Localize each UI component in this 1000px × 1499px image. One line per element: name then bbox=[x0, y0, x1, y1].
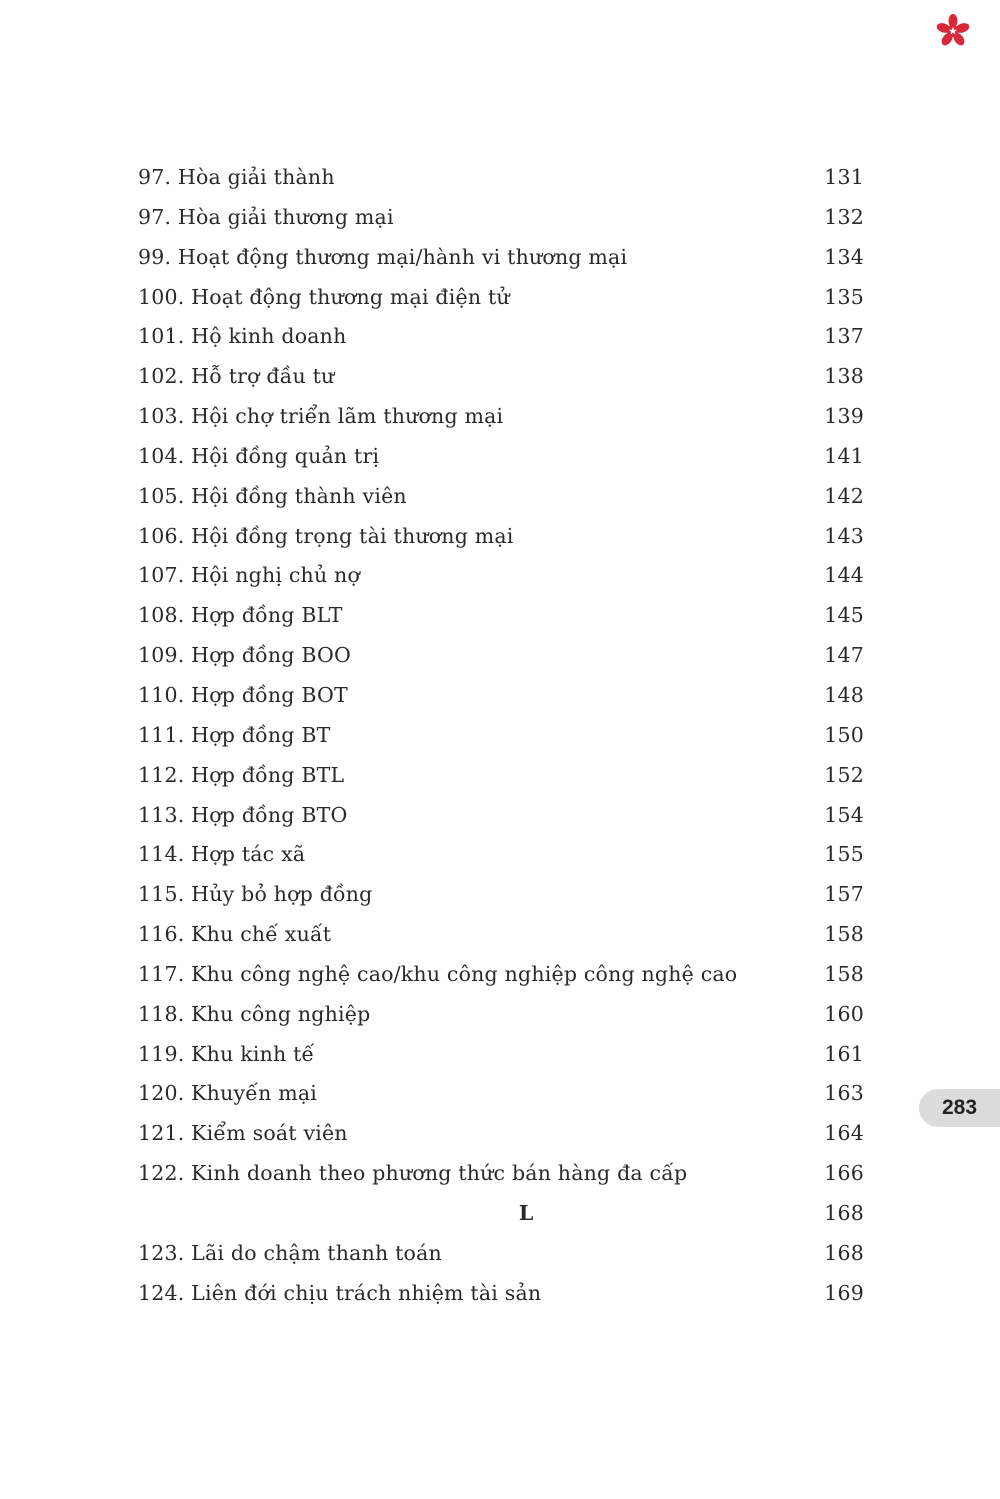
toc-entry bbox=[138, 959, 864, 999]
entry-title: 101. Hộ kinh doanh bbox=[138, 324, 347, 349]
entry-page: 161 bbox=[824, 1041, 864, 1066]
toc-entry bbox=[138, 521, 864, 561]
entry-title: 109. Hợp đồng BOO bbox=[138, 643, 351, 668]
entry-title: 111. Hợp đồng BT bbox=[138, 722, 331, 747]
toc-entry bbox=[138, 1118, 864, 1158]
entry-page: 154 bbox=[824, 802, 864, 827]
entry-page: 144 bbox=[824, 563, 864, 588]
entry-title: 97. Hòa giải thương mại bbox=[138, 204, 394, 229]
toc-entry bbox=[138, 560, 864, 600]
entry-page: 160 bbox=[824, 1001, 864, 1026]
entry-title: 112. Hợp đồng BTL bbox=[138, 762, 345, 787]
entry-page: 147 bbox=[824, 643, 864, 668]
entry-page: 168 bbox=[824, 1200, 864, 1225]
toc-entry bbox=[138, 720, 864, 760]
entry-title: 100. Hoạt động thương mại điện tử bbox=[138, 284, 510, 309]
entry-page: 166 bbox=[824, 1161, 864, 1186]
toc-entry bbox=[138, 282, 864, 322]
toc-entry bbox=[138, 600, 864, 640]
toc-entry bbox=[138, 1238, 864, 1278]
entry-title: 99. Hoạt động thương mại/hành vi thương mại bbox=[138, 244, 628, 269]
entry-title: 124. Liên đới chịu trách nhiệm tài sản bbox=[138, 1280, 542, 1305]
entry-title: 120. Khuyến mại bbox=[138, 1081, 318, 1106]
toc-entry bbox=[138, 1158, 864, 1198]
toc-entry bbox=[138, 800, 864, 840]
entry-page: 135 bbox=[824, 284, 864, 309]
toc-entry bbox=[138, 879, 864, 919]
entry-title: 114. Hợp tác xã bbox=[138, 842, 306, 867]
entry-title: 110. Hợp đồng BOT bbox=[138, 682, 348, 707]
entry-page: 145 bbox=[824, 603, 864, 628]
entry-page: 169 bbox=[824, 1280, 864, 1305]
entry-page: 148 bbox=[824, 682, 864, 707]
toc-entry bbox=[138, 162, 864, 202]
entry-title: 123. Lãi do chậm thanh toán bbox=[138, 1240, 442, 1265]
table-of-contents bbox=[138, 162, 864, 1317]
entry-page: 158 bbox=[824, 961, 864, 986]
entry-page: 164 bbox=[824, 1121, 864, 1146]
entry-title: 113. Hợp đồng BTO bbox=[138, 802, 348, 827]
toc-entry bbox=[138, 680, 864, 720]
entry-title: L bbox=[518, 1200, 534, 1225]
entry-title: 102. Hỗ trợ đầu tư bbox=[138, 364, 335, 389]
entry-title: 105. Hội đồng thành viên bbox=[138, 483, 407, 508]
entry-page: 131 bbox=[824, 165, 864, 189]
entry-page: 132 bbox=[824, 204, 864, 229]
toc-entry bbox=[138, 999, 864, 1039]
page-number-tab: 283 bbox=[919, 1089, 1000, 1127]
entry-page: 163 bbox=[824, 1081, 864, 1106]
entry-page: 157 bbox=[824, 882, 864, 907]
entry-title: 106. Hội đồng trọng tài thương mại bbox=[138, 523, 514, 548]
toc-entry bbox=[138, 321, 864, 361]
entry-page: 138 bbox=[824, 364, 864, 389]
toc-entry bbox=[138, 441, 864, 481]
toc-entry bbox=[138, 1039, 864, 1079]
toc-entry bbox=[138, 481, 864, 521]
entry-title: 117. Khu công nghệ cao/khu công nghiệp công nghệ cao bbox=[138, 961, 738, 986]
toc-entry bbox=[138, 1278, 864, 1318]
entry-page: 158 bbox=[824, 922, 864, 947]
entry-title: 115. Hủy bỏ hợp đồng bbox=[138, 882, 373, 907]
toc-entry bbox=[138, 760, 864, 800]
entry-page: 141 bbox=[824, 443, 864, 468]
toc-entry bbox=[138, 202, 864, 242]
entry-title: 97. Hòa giải thành bbox=[138, 165, 335, 189]
entry-title: 116. Khu chế xuất bbox=[138, 922, 332, 947]
toc-entry bbox=[138, 401, 864, 441]
entry-page: 152 bbox=[824, 762, 864, 787]
entry-page: 155 bbox=[824, 842, 864, 867]
entry-page: 134 bbox=[824, 244, 864, 269]
toc-entry bbox=[138, 919, 864, 959]
toc-entry bbox=[138, 640, 864, 680]
toc-entry bbox=[138, 1078, 864, 1118]
entry-title: 118. Khu công nghiệp bbox=[138, 1001, 371, 1026]
entry-title: 121. Kiểm soát viên bbox=[138, 1121, 348, 1146]
toc-entry bbox=[138, 361, 864, 401]
entry-page: 168 bbox=[824, 1240, 864, 1265]
entry-title: 107. Hội nghị chủ nợ bbox=[138, 563, 361, 588]
entry-title: 119. Khu kinh tế bbox=[138, 1041, 315, 1066]
entry-page: 139 bbox=[824, 404, 864, 429]
entry-page: 137 bbox=[824, 324, 864, 349]
toc-entry bbox=[138, 242, 864, 282]
entry-title: 104. Hội đồng quản trị bbox=[138, 443, 380, 468]
entry-title: 122. Kinh doanh theo phương thức bán hàng đa cấp bbox=[138, 1161, 688, 1186]
entry-page: 150 bbox=[824, 722, 864, 747]
entry-title: 103. Hội chợ triển lãm thương mại bbox=[138, 404, 504, 429]
entry-page: 142 bbox=[824, 483, 864, 508]
publisher-logo-icon bbox=[936, 14, 970, 48]
toc-entry bbox=[138, 839, 864, 879]
toc-section-heading bbox=[138, 1198, 864, 1238]
entry-title: 108. Hợp đồng BLT bbox=[138, 603, 343, 628]
entry-page: 143 bbox=[824, 523, 864, 548]
